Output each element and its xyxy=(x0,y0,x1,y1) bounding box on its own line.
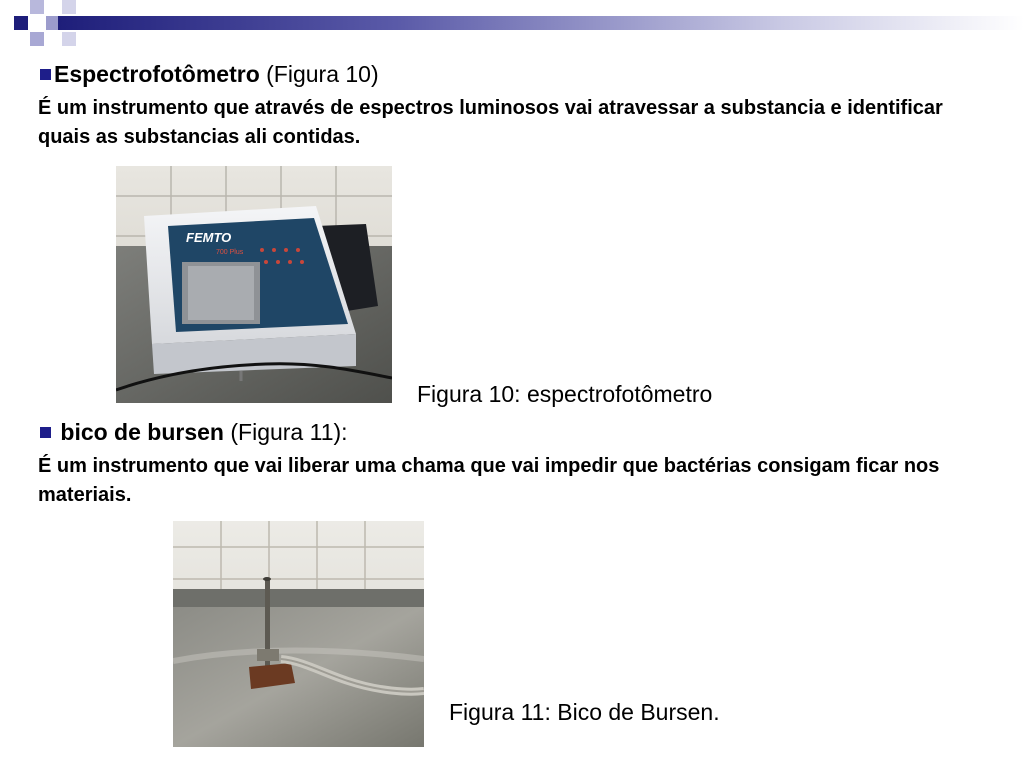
decor-square xyxy=(14,16,28,30)
item2-ref: (Figura 11): xyxy=(223,419,348,445)
decor-square xyxy=(30,32,44,46)
brand-label: FEMTO xyxy=(186,230,232,245)
bunsen-burner-image xyxy=(173,521,424,747)
header-gradient-bar xyxy=(58,16,1024,30)
item1-title: Espectrofotômetro xyxy=(54,61,260,87)
bullet-icon xyxy=(40,427,51,438)
decor-square xyxy=(62,32,76,46)
header-decoration xyxy=(0,0,1024,46)
item2-description: É um instrumento que vai liberar uma chama que vai impedir que bactérias consigam ficar nos materiais. xyxy=(38,455,940,506)
bunsen-burner-photo xyxy=(173,521,424,747)
figure11-caption: Figura 11: Bico de Bursen. xyxy=(449,699,720,725)
model-label: 700 Plus xyxy=(216,249,244,256)
item1-ref: (Figura 10) xyxy=(259,61,379,87)
figure10-caption: Figura 10: espectrofotômetro xyxy=(417,381,713,407)
spectrophotometer-image xyxy=(116,166,392,403)
bullet-icon xyxy=(40,69,51,80)
item2-title: bico de bursen xyxy=(60,419,224,445)
spectrophotometer-photo xyxy=(116,166,392,403)
decor-square xyxy=(62,0,76,14)
decor-square xyxy=(30,0,44,14)
item2-heading xyxy=(40,418,348,446)
item1-heading xyxy=(40,60,379,88)
item1-description: É um instrumento que através de espectros luminosos vai atravessar a substancia e identificar quais as substancias ali contidas. xyxy=(38,97,943,148)
